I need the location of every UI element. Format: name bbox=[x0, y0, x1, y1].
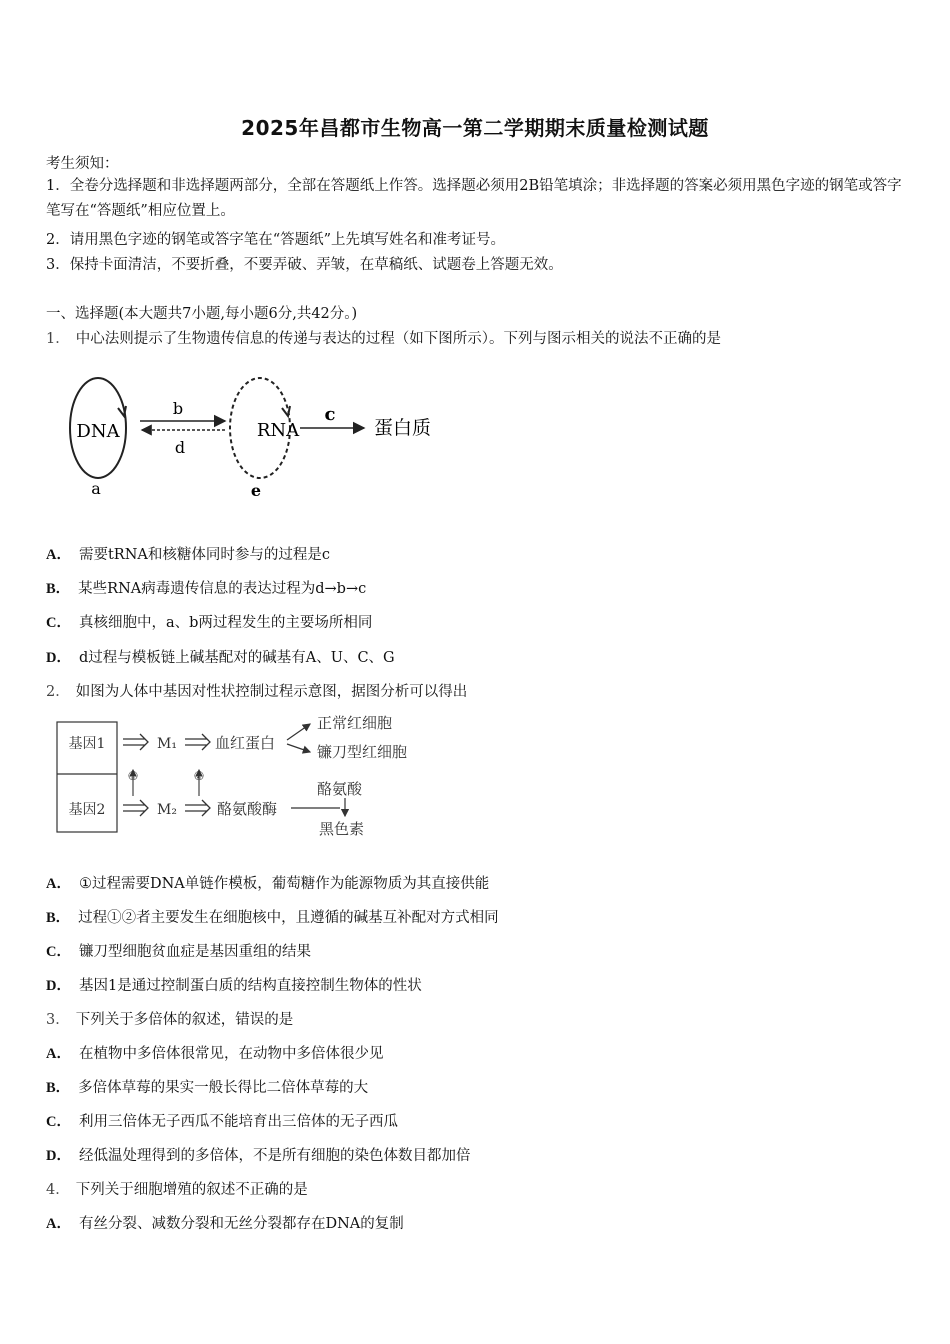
question-number: 2． bbox=[46, 684, 70, 700]
option-label: A． bbox=[46, 1046, 71, 1062]
page-title: 2025年昌都市生物高一第二学期期末质量检测试题 bbox=[241, 116, 709, 140]
notice-item-1: 1．全卷分选择题和非选择题两部分，全部在答题纸上作答。选择题必须用2B铅笔填涂；非选择题的答案必须用黑色字迹的钢笔或答字笔写在“答题纸”相应位置上。 bbox=[46, 178, 902, 219]
double-arrow-1 bbox=[123, 734, 148, 750]
option-a[interactable] bbox=[46, 1042, 383, 1063]
normal-cell-label: 正常红细胞 bbox=[317, 714, 393, 732]
option-d[interactable] bbox=[46, 974, 422, 995]
option-text: 利用三倍体无子西瓜不能培育出三倍体的无子西瓜 bbox=[78, 1114, 398, 1130]
question-stem: 如图为人体中基因对性状控制过程示意图，据图分析可以得出 bbox=[75, 684, 468, 700]
option-text: 镰刀型细胞贫血症是基因重组的结果 bbox=[78, 944, 311, 960]
option-label: C． bbox=[46, 944, 71, 960]
central-dogma-diagram bbox=[60, 370, 450, 505]
question-number: 1． bbox=[46, 331, 70, 347]
label-c: c bbox=[324, 404, 336, 425]
option-label: B． bbox=[46, 1080, 71, 1096]
option-text: 真核细胞中，a、b两过程发生的主要场所相同 bbox=[78, 615, 373, 631]
label-b: b bbox=[172, 399, 184, 418]
question-number: 3． bbox=[46, 1012, 70, 1028]
option-text: 需要tRNA和核糖体同时参与的过程是c bbox=[78, 547, 331, 563]
option-text: 在植物中多倍体很常见，在动物中多倍体很少见 bbox=[78, 1046, 384, 1062]
option-a[interactable] bbox=[46, 1212, 404, 1233]
step2-label: ② bbox=[193, 769, 205, 783]
question-2 bbox=[46, 680, 467, 701]
option-label: A． bbox=[46, 547, 71, 563]
option-d[interactable] bbox=[46, 646, 395, 667]
tyrosine-label: 酪氨酸 bbox=[317, 780, 363, 798]
question-stem: 中心法则提示了生物遗传信息的传递与表达的过程（如下图所示）。下列与图示相关的说法不正确的是 bbox=[75, 331, 721, 347]
option-a[interactable] bbox=[46, 543, 330, 564]
double-arrow-4 bbox=[185, 800, 210, 816]
m1-label: M₁ bbox=[157, 736, 177, 752]
question-stem: 下列关于多倍体的叙述，错误的是 bbox=[75, 1012, 294, 1028]
option-label: D． bbox=[46, 650, 71, 666]
option-text: 经低温处理得到的多倍体，不是所有细胞的染色体数目都加倍 bbox=[78, 1148, 471, 1164]
option-c[interactable] bbox=[46, 940, 311, 961]
notice-item-3: 3．保持卡面清洁，不要折叠，不要弄破、弄皱，在草稿纸、试题卷上答题无效。 bbox=[46, 257, 563, 273]
option-text: ①过程需要DNA单链作模板，葡萄糖作为能源物质为其直接供能 bbox=[78, 876, 490, 892]
option-label: D． bbox=[46, 978, 71, 994]
label-e: e bbox=[250, 481, 262, 500]
option-a[interactable] bbox=[46, 872, 489, 893]
dna-label: DNA bbox=[76, 421, 120, 442]
option-c[interactable] bbox=[46, 611, 372, 632]
arrowhead-a bbox=[118, 406, 126, 416]
option-label: A． bbox=[46, 1216, 71, 1232]
option-c[interactable] bbox=[46, 1110, 398, 1131]
notice-item-2: 2．请用黑色字迹的钢笔或答字笔在“答题纸”上先填写姓名和准考证号。 bbox=[46, 232, 506, 248]
notice-heading: 考生须知： bbox=[46, 156, 119, 172]
option-text: d过程与模板链上碱基配对的碱基有A、U、C、G bbox=[78, 650, 395, 666]
rna-label: RNA bbox=[256, 420, 300, 441]
question-stem: 下列关于细胞增殖的叙述不正确的是 bbox=[75, 1182, 308, 1198]
gene2-label: 基因2 bbox=[68, 802, 106, 818]
option-label: C． bbox=[46, 615, 71, 631]
arrowhead-e bbox=[282, 406, 290, 416]
option-d[interactable] bbox=[46, 1144, 470, 1165]
step1-label: ① bbox=[127, 769, 139, 783]
label-d: d bbox=[174, 438, 186, 457]
question-3 bbox=[46, 1008, 293, 1029]
option-text: 多倍体草莓的果实一般长得比二倍体草莓的大 bbox=[78, 1080, 369, 1096]
arrow-normal bbox=[287, 724, 310, 740]
double-arrow-2 bbox=[185, 734, 210, 750]
hemoglobin-label: 血红蛋白 bbox=[215, 734, 276, 752]
label-a: a bbox=[91, 479, 101, 498]
m2-label: M₂ bbox=[157, 802, 177, 818]
double-arrow-3 bbox=[123, 800, 148, 816]
option-text: 基因1是通过控制蛋白质的结构直接控制生物体的性状 bbox=[78, 978, 422, 994]
question-number: 4． bbox=[46, 1182, 70, 1198]
option-label: A． bbox=[46, 876, 71, 892]
gene-trait-diagram bbox=[55, 710, 435, 840]
arrow-sickle bbox=[287, 744, 310, 752]
option-label: B． bbox=[46, 910, 71, 926]
option-b[interactable] bbox=[46, 577, 366, 598]
option-text: 过程①②者主要发生在细胞核中，且遵循的碱基互补配对方式相同 bbox=[78, 910, 499, 926]
option-label: C． bbox=[46, 1114, 71, 1130]
option-b[interactable] bbox=[46, 1076, 368, 1097]
option-text: 有丝分裂、减数分裂和无丝分裂都存在DNA的复制 bbox=[78, 1216, 404, 1232]
melanin-label: 黑色素 bbox=[319, 820, 365, 838]
question-4 bbox=[46, 1178, 308, 1199]
enzyme-label: 酪氨酸酶 bbox=[217, 800, 278, 818]
option-label: D． bbox=[46, 1148, 71, 1164]
option-b[interactable] bbox=[46, 906, 499, 927]
option-label: B． bbox=[46, 581, 71, 597]
section-heading: 一、选择题(本大题共7小题,每小题6分,共42分。) bbox=[46, 306, 358, 322]
sickle-cell-label: 镰刀型红细胞 bbox=[317, 743, 408, 761]
question-1 bbox=[46, 327, 721, 348]
protein-label: 蛋白质 bbox=[374, 417, 432, 439]
option-text: 某些RNA病毒遗传信息的表达过程为d→b→c bbox=[78, 581, 367, 597]
gene1-label: 基因1 bbox=[68, 736, 106, 752]
